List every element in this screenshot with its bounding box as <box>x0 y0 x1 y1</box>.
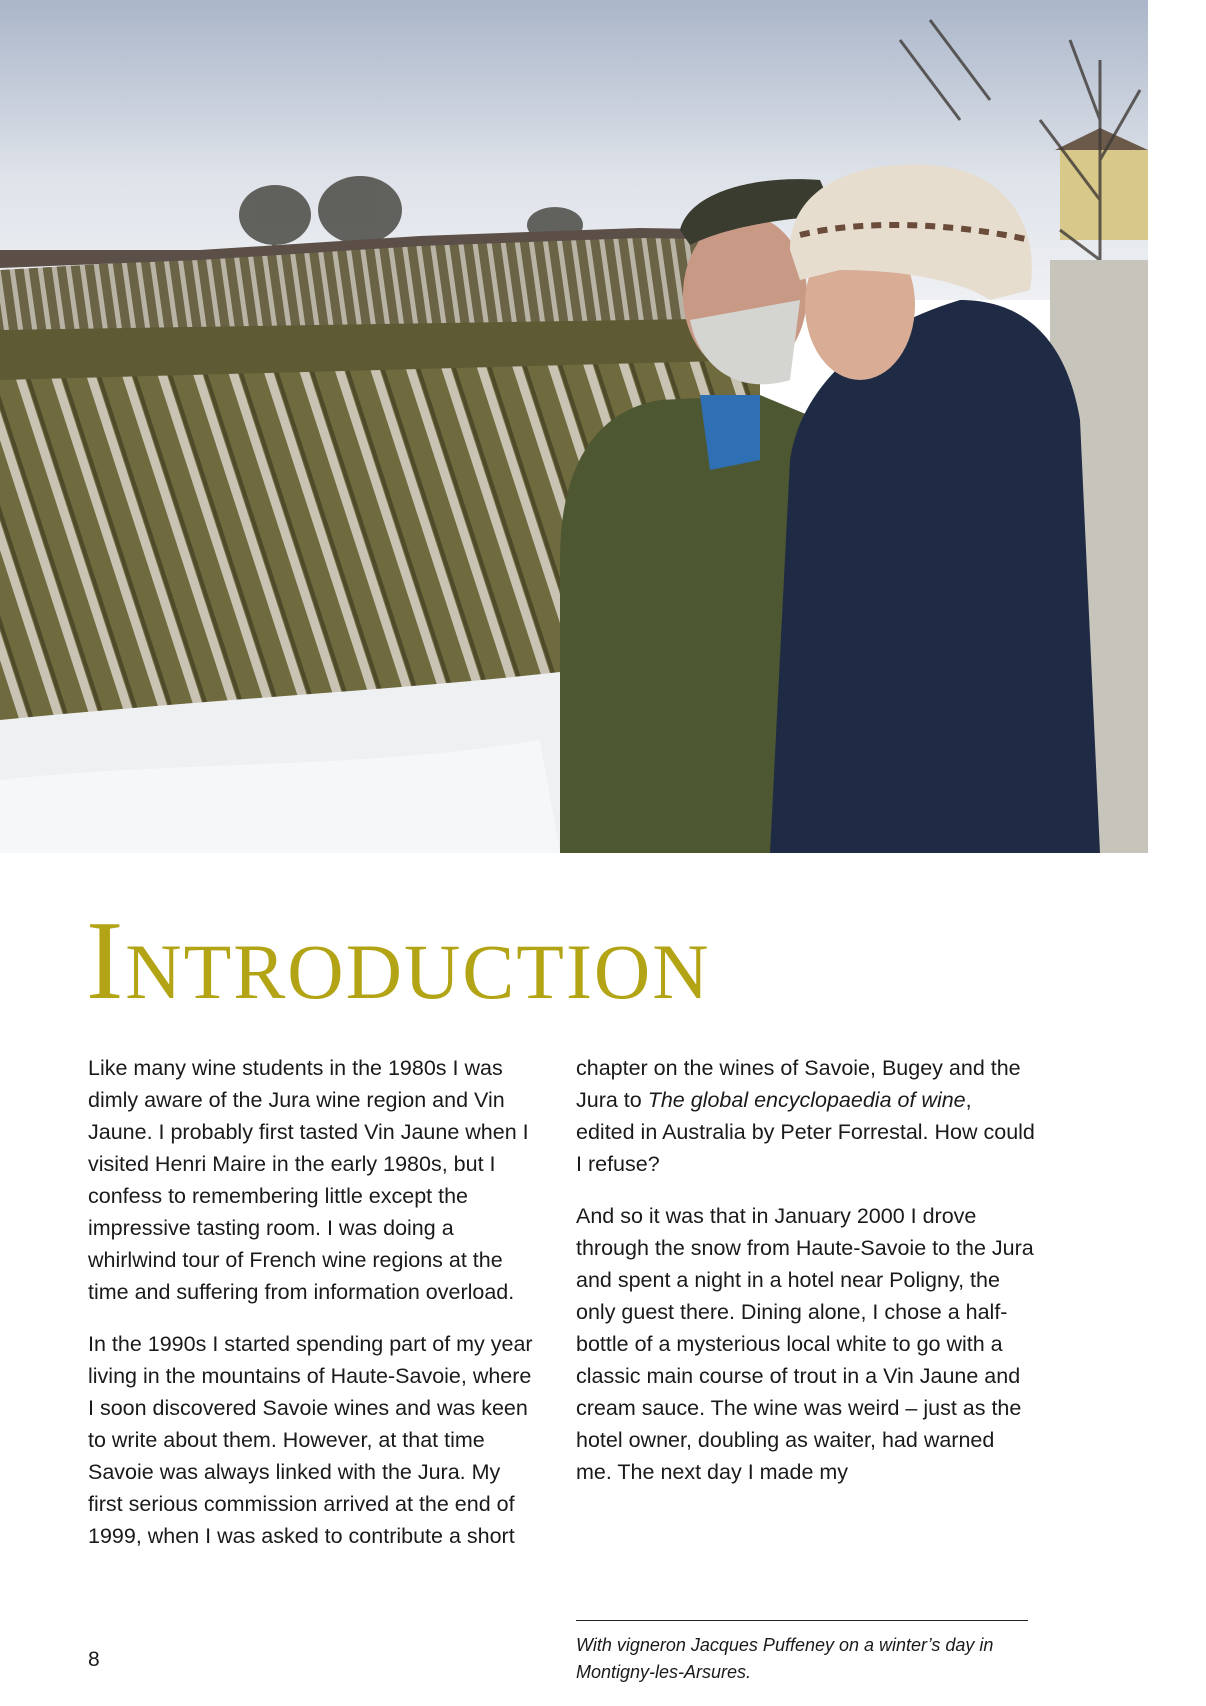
right-column <box>576 1052 1036 1508</box>
paragraph-text: , edited in Australia by Peter Forrestal. How could I refuse? <box>576 1088 1035 1176</box>
page-number: 8 <box>88 1648 100 1671</box>
paragraph: In the 1990s I started spending part of my year living in the mountains of Haute-Savoie, where I soon discovered Savoie wines and was keen to write about them. However, at that time Savoie was always linked with the Jura. My first serious commission arrived at the end of 1999, when I was asked to contribute a short <box>88 1332 533 1548</box>
page-heading: Introduction <box>86 899 711 1023</box>
paragraph: Like many wine students in the 1980s I was dimly aware of the Jura wine region and Vin Jaune. I probably first tasted Vin Jaune when I visited Henri Maire in the early 1980s, but I confess to remembering little except the impressive tasting room. I was doing a whirlwind tour of French wine regions at the time and suffering from information overload. <box>88 1056 529 1304</box>
paragraph: And so it was that in January 2000 I drove through the snow from Haute-Savoie to the Jura and spent a night in a hotel near Poligny, the only guest there. Dining alone, I chose a half-bottle of a mysterious local white to go with a classic main course of trout in a Vin Jaune and cream sauce. The wine was weird – just as the hotel owner, doubling as waiter, had warned me. The next day I made my <box>576 1204 1034 1484</box>
book-title: The global encyclopaedia of wine <box>647 1088 966 1112</box>
caption-divider <box>576 1620 1028 1621</box>
left-column <box>88 1052 538 1572</box>
header-photo <box>0 0 1148 853</box>
paragraph-text: chapter on the wines of Savoie, Bugey and the Jura to <box>576 1056 1021 1112</box>
vineyard-photo <box>0 0 1148 853</box>
paragraph <box>576 1052 1036 1180</box>
photo-caption: With vigneron Jacques Puffeney on a winter’s day in Montigny-les-Arsures. <box>576 1635 994 1682</box>
